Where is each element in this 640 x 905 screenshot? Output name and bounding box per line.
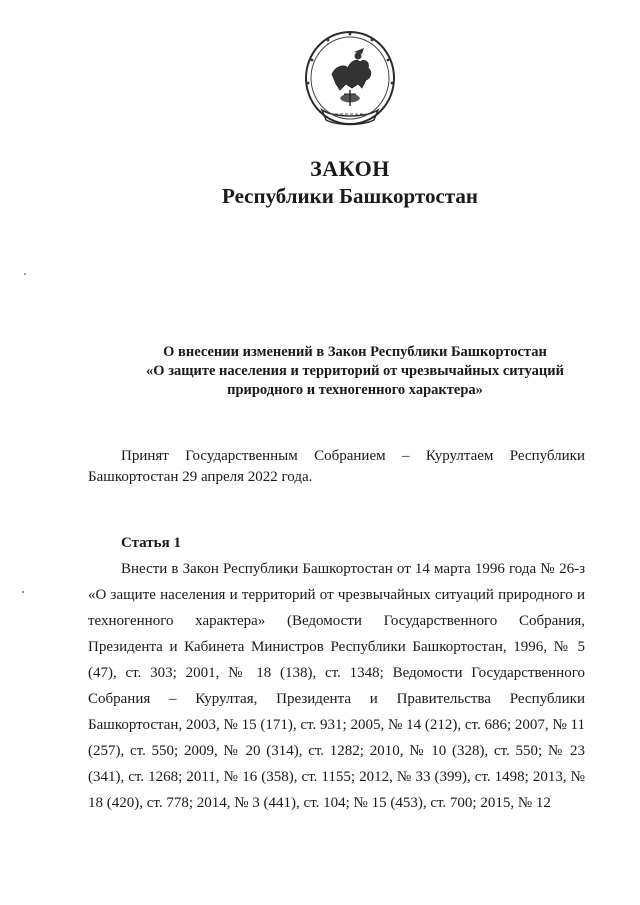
document-issuer: Республики Башкортостан — [222, 184, 478, 208]
document-subject — [90, 343, 620, 400]
coat-of-arms-icon — [302, 28, 398, 130]
article-heading: Статья 1 — [121, 535, 181, 551]
subject-line: «О защите населения и территорий от чрезвычайных ситуаций — [146, 363, 564, 379]
subject-line: природного и техногенного характера» — [227, 382, 483, 398]
scan-speck — [24, 273, 26, 275]
document-title: ЗАКОН — [310, 156, 390, 181]
adoption-statement: Принят Государственным Собранием – Курултаем Республики Башкортостан 29 апреля 2022 года. — [88, 448, 585, 485]
subject-line: О внесении изменений в Закон Республики Башкортостан — [163, 344, 547, 360]
scan-speck — [22, 591, 24, 593]
article-text: Внести в Закон Республики Башкортостан от 14 марта 1996 года № 26-з «О защите населения и территорий от чрезвычайных ситуаций природного и техногенного характера» (Ведомости Государственного Собрания, Президента и Кабинета Министров Республики Башкортостан, 1996, № 5 (47), ст. 303; 2001, № 18 (138), ст. 1348; Ведомости Государственного Собрания – Курултая, Президента и Правительства Республики Башкортостан, 2003, № 15 (171), ст. 931; 2005, № 14 (212), ст. 686; 2007, № 11 (257), ст. 550; 2009, № 20 (314), ст. 1282; 2010, № 10 (328), ст. 550; № 23 (341), ст. 1268; 2011, № 16 (358), ст. 1155; 2012, № 33 (399), ст. 1498; 2013, № 18 (420), ст. 778; 2014, № 3 (441), ст. 104; № 15 (453), ст. 700; 2015, № 12 — [88, 561, 585, 811]
